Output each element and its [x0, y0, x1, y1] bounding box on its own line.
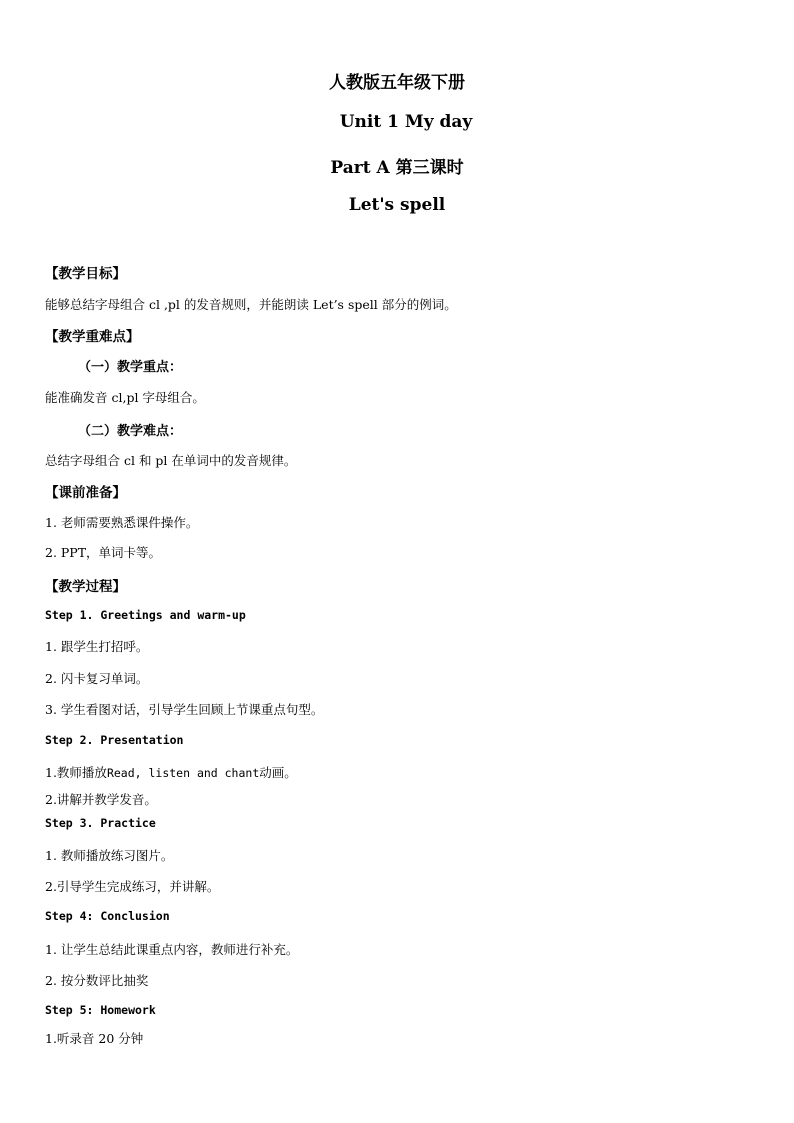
key-difficult-heading: 【教学重难点】 [45, 329, 140, 345]
part-title: Part A 第三课时 [330, 158, 464, 178]
step-4-title: Step 4: Conclusion [45, 909, 170, 923]
difficult-points-text: 总结字母组合 cl 和 pl 在单词中的发音规律。 [45, 453, 297, 468]
step-1-title: Step 1. Greetings and warm-up [45, 608, 246, 622]
step-2-item-1-suffix: 动画。 [259, 765, 297, 780]
step-5-item-1: 1.听录音 20 分钟 [45, 1031, 144, 1046]
lesson-title: Let's spell [348, 195, 446, 215]
step-1-item-1: 1. 跟学生打招呼。 [45, 639, 149, 654]
prep-item-2: 2. PPT，单词卡等。 [45, 545, 162, 560]
objectives-text: 能够总结字母组合 cl ,pl 的发音规则，并能朗读 Let’s spell 部分的例词。 [45, 297, 457, 312]
prep-heading: 【课前准备】 [45, 485, 126, 501]
step-5-title: Step 5: Homework [45, 1003, 156, 1017]
step-4-item-1: 1. 让学生总结此课重点内容，教师进行补充。 [45, 942, 299, 957]
step-2-item-1-activity: Read, listen and chant [106, 766, 260, 780]
step-3-item-2: 2.引导学生完成练习，并讲解。 [45, 879, 220, 894]
step-3-title: Step 3. Practice [45, 816, 156, 830]
step-4-item-2: 2. 按分数评比抽奖 [45, 973, 149, 988]
step-2-item-1 [45, 763, 297, 781]
step-2-title: Step 2. Presentation [45, 733, 184, 747]
step-2-item-2: 2.讲解并教学发音。 [45, 792, 157, 807]
step-1-item-2: 2. 闪卡复习单词。 [45, 671, 149, 686]
document-title: 人教版五年级下册 [329, 73, 465, 93]
step-3-item-1: 1. 教师播放练习图片。 [45, 848, 174, 863]
step-1-item-3: 3. 学生看图对话，引导学生回顾上节课重点句型。 [45, 702, 324, 717]
process-heading: 【教学过程】 [45, 579, 126, 595]
unit-title: Unit 1 My day [339, 112, 473, 132]
difficult-points-heading: （二）教学难点： [78, 424, 183, 439]
step-2-item-1-prefix: 1.教师播放 [45, 765, 107, 780]
key-points-heading: （一）教学重点： [78, 360, 183, 375]
key-points-text: 能准确发音 cl,pl 字母组合。 [45, 390, 205, 405]
prep-item-1: 1. 老师需要熟悉课件操作。 [45, 515, 199, 530]
objectives-heading: 【教学目标】 [45, 266, 126, 282]
